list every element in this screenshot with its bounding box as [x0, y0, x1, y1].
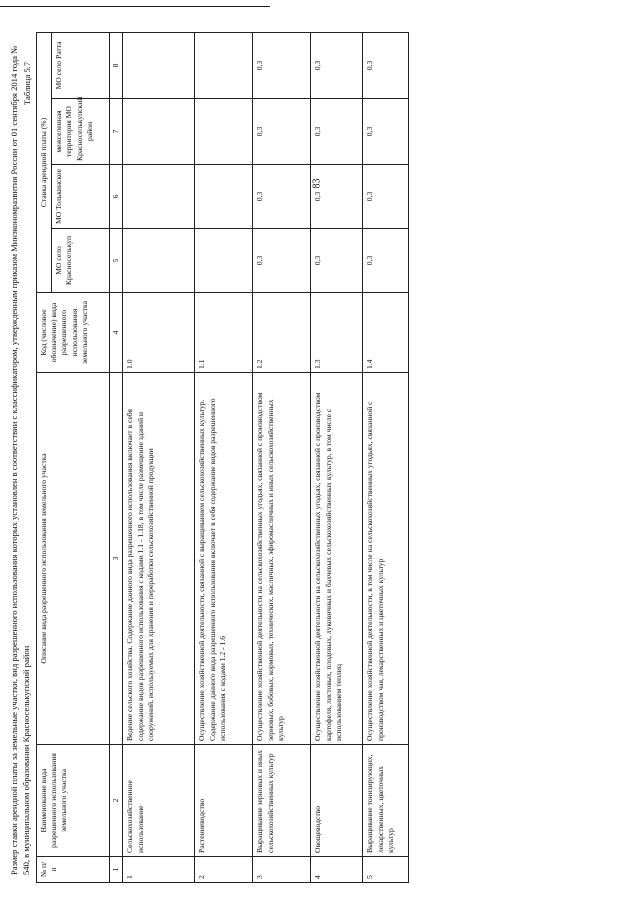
col-header-name: Наименование вида разрешенного использования земельного участка	[37, 745, 110, 857]
row-code: 1.2	[253, 293, 311, 373]
document-header: Размер ставки арендной платы за земельные участки, вид разрешенного использования которых установлен в соответствии с классификатором, утвержденным приказом Минэкономразвития России от 01 сентября 2014 года № 540, в муниципальном образовании Красноселькупский район	[9, 45, 31, 875]
col-number: 8	[110, 32, 123, 98]
table-row	[253, 32, 311, 882]
row-rate-mo2	[195, 165, 253, 229]
row-code: 1.4	[363, 293, 409, 373]
row-rate-mo3: 0,3	[311, 99, 363, 165]
row-number: 4	[311, 857, 363, 883]
col-number: 5	[110, 229, 123, 293]
row-rate-mo4: 0,3	[363, 32, 409, 98]
row-name: Выращивание тонизирующих, лекарственных, цветочных культур	[363, 745, 409, 857]
table-row	[195, 32, 253, 882]
row-rate-mo3: 0,3	[253, 99, 311, 165]
col-number: 4	[110, 293, 123, 373]
row-rate-mo1: 0,3	[311, 229, 363, 293]
col-number: 1	[110, 857, 123, 883]
col-header-desc: Описание вида разрешенного использования земельного участка	[37, 373, 110, 745]
col-header-mo4: МО село Ратта	[52, 32, 110, 98]
row-code: 1.3	[311, 293, 363, 373]
row-name: Сельскохозяйственное использование	[123, 745, 195, 857]
row-desc: Осуществление хозяйственной деятельности на сельскохозяйственных угодьях, связанной с производством картофеля, листовых, плодовых, луковичных и бахчевых сельскохозяйственных культур, в том числе с использованием теплиц	[311, 373, 363, 745]
col-header-n: № п/п	[37, 857, 110, 883]
row-rate-mo4: 0,3	[253, 32, 311, 98]
row-name: Растениеводство	[195, 745, 253, 857]
col-header-rate-group: Ставка арендной платы (%)	[37, 32, 52, 292]
row-rate-mo3	[195, 99, 253, 165]
row-rate-mo1	[123, 229, 195, 293]
table-row	[311, 32, 363, 882]
row-number: 5	[363, 857, 409, 883]
page-number: 83	[311, 178, 323, 189]
col-number: 7	[110, 99, 123, 165]
col-header-mo2: МО Толькинское	[52, 165, 110, 229]
row-rate-mo4	[195, 32, 253, 98]
row-rate-mo4: 0,3	[311, 32, 363, 98]
col-number: 2	[110, 745, 123, 857]
row-desc: Осуществление хозяйственной деятельности, в том числе на сельскохозяйственных угодьях, связанной с производством чая, лекарственных и цветочных культур	[363, 373, 409, 745]
row-code: 1.0	[123, 293, 195, 373]
row-name: Овощеводство	[311, 745, 363, 857]
row-rate-mo1: 0,3	[253, 229, 311, 293]
row-desc: Ведение сельского хозяйства. Содержание данного вида разрешенного использования включает в себя содержание видов разрешенного использования с кодами 1.1 - 1.18, в том числе размещение зданий и сооружений, используемых для хранения и переработки сельскохозяйственной продукции	[123, 373, 195, 745]
row-number: 2	[195, 857, 253, 883]
col-header-mo3: межселенная территория МО Красноселькупский район	[52, 99, 110, 165]
row-rate-mo4	[123, 32, 195, 98]
row-name: Выращивание зерновых и иных сельскохозяйственных культур	[253, 745, 311, 857]
row-rate-mo2: 0,3	[253, 165, 311, 229]
column-number-row	[110, 32, 123, 882]
row-desc: Осуществление хозяйственной деятельности на сельскохозяйственных угодьях, связанной с производством зерновых, бобовых, кормовых, технических, масличных, эфиромасличных и иных сельскохозяйственных культур	[253, 373, 311, 745]
row-rate-mo2: 0,3	[311, 165, 363, 229]
col-number: 3	[110, 373, 123, 745]
col-header-code: Код (числовое обозначение) вида разрешенного использования земельного участка	[37, 293, 110, 373]
row-rate-mo2	[123, 165, 195, 229]
row-rate-mo1	[195, 229, 253, 293]
row-rate-mo1: 0,3	[363, 229, 409, 293]
row-rate-mo2: 0,3	[363, 165, 409, 229]
rate-table	[36, 32, 409, 883]
row-code: 1.1	[195, 293, 253, 373]
table-row	[363, 32, 409, 882]
table-caption: Таблица 5.7	[22, 61, 32, 105]
col-number: 6	[110, 165, 123, 229]
row-rate-mo3: 0,3	[363, 99, 409, 165]
col-header-mo1: МО село Красноселькуп	[52, 229, 110, 293]
row-number: 3	[253, 857, 311, 883]
table-row	[123, 32, 195, 882]
row-rate-mo3	[123, 99, 195, 165]
row-desc: Осуществление хозяйственной деятельности, связанной с выращиванием сельскохозяйственных культур. Содержание данного вида разрешенного использования включает в себя содержание видов разрешенного использования с кодами 1.2 - 1.6	[195, 373, 253, 745]
row-number: 1	[123, 857, 195, 883]
